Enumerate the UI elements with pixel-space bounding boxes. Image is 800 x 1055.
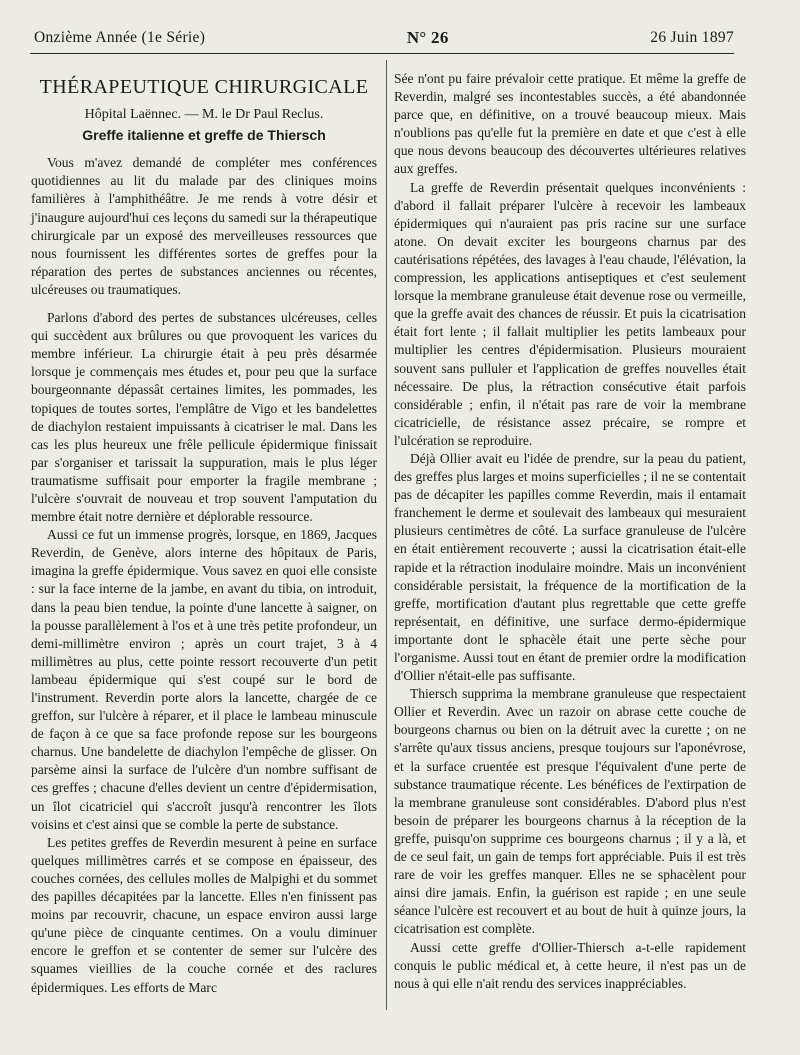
paragraph: La greffe de Reverdin présentait quelques inconvénients : d'abord il fallait préparer l'ulcère à recevoir les lambeaux épidermiques qui n'auraient pas pris racine sur une surface atone. On devait exciter les bourgeons charnus par des cautérisations répétées, des lavages à l'eau chaude, l'élévation, la compression, les applications antiseptiques et c'est seulement lorsque la membrane granuleuse était devenue rose ou vermeille, que la greffe avait des chances de réussir. Et puis la cicatrisation était fort lente ; il fallait multiplier les petits lambeaux pour multiplier les centres d'épidermisation. Plusieurs mouraient souvent sans pulluler et l'application de greffes nouvelles était nécessaire. De plus, la rétraction consécutive était parfois considérable ; enfin, il n'était pas rare de voir la membrane cicatricielle, de résistance assez précaire, se rompre et l'ulcération se reproduire.: [394, 179, 746, 448]
paragraph: Thiersch supprima la membrane granuleuse que respectaient Ollier et Reverdin. Avec un razoir on abrase cette couche de bourgeons charnus ou bien on la détruit avec la curette ; on ne s'arrête qu'aux tissus anciens, presque toujours sur l'aponévrose, et la surface cruentée est presque l'équivalent d'une perte de substance traumatique récente. Les bénéfices de l'extirpation de la membrane granuleuse sont considérables. D'abord plus n'est besoin de préparer les bourgeons charnus à la réception de la greffe, puisqu'on supprime ces bourgeons charnus ; il y a là, et de ce seul fait, un gain de temps fort appréciable. Puis il est très rare de voir les greffes manquer. Elles ne se sphacèlent pour ainsi dire jamais. Enfin, la guérison est rapide ; en une seule séance l'ulcère est recouvert et au bout de huit à quinze jours, la cicatrisation est complète.: [394, 686, 746, 937]
column-divider: [386, 60, 387, 1010]
right-column: [394, 70, 746, 993]
paragraph: Sée n'ont pu faire prévaloir cette pratique. Et même la greffe de Reverdin, malgré ses incontestables succès, a été abandonnée parce que, en définitive, on a trouvé beaucoup mieux. Mais n'oublions pas qu'elle fut la première en date et que c'est à elle que nous devons beaucoup des découvertes ultérieures relatives aux greffes.: [394, 71, 746, 177]
byline: Hôpital Laënnec. — M. le Dr Paul Reclus.: [84, 107, 324, 123]
header-rule: [30, 53, 734, 54]
issue-number: N° 26: [406, 28, 449, 47]
paragraph: Parlons d'abord des pertes de substances ulcéreuses, celles qui succèdent aux brûlures ou que provoquent les varices du membre inférieur. La chirurgie était à peu près désarmée lorsque je commençais mes études et, pour peu que la surface bourgeonnante dépassât certaines limites, les pommades, les topiques de toutes sortes, l'emplâtre de Vigo et les bandelettes de diachylon restaient impuissants à cicatriser le mal. Dans les cas les plus heureux une frêle pellicule épidermique finissait par s'organiser et tarissait la suppuration, mais le plus léger traumatisme suffisait pour emporter la fragile membrane ; l'ulcère s'ouvrait de nouveau et trop souvent l'amputation du membre était notre dernière et déplorable ressource.: [31, 310, 377, 525]
section-title: THÉRAPEUTIQUE CHIRURGICALE: [39, 76, 369, 98]
left-column: [31, 64, 377, 997]
page-header: [34, 26, 734, 50]
paragraph: Aussi ce fut un immense progrès, lorsque, en 1869, Jacques Reverdin, de Genève, alors interne des hôpitaux de Paris, imagina la greffe épidermique. Vous savez en quoi elle consiste : sur la face interne de la jambe, en avant du tibia, on introduit, dans la peau bien tendue, la pointe d'une lancette à saigner, on la pousse parallèlement à l'os et à une très petite profondeur, un demi-millimètre environ ; après un court trajet, 3 à 4 millimètres au plus, cette pointe ressort recouverte d'un petit lambeau épidermique qui s'est coupé sur le bord de l'instrument. Reverdin porte alors la lancette, chargée de ce greffon, sur l'ulcère à réparer, et il place le lambeau minuscule de façon à ce que sa face profonde repose sur les bourgeons charnus. Une bandelette de diachylon l'empêche de glisser. On parsème ainsi la surface de l'ulcère d'un nombre suffisant de ces greffes ; chacune d'elles devient un centre d'épidermisation, un îlot cicatriciel qui s'accroît jusqu'à rencontrer les îlots voisins et c'est ainsi que se comble la perte de substance.: [31, 527, 377, 832]
paragraph: Aussi cette greffe d'Ollier-Thiersch a-t-elle rapidement conquis le public médical et, à cette heure, il n'est pas un de nous à qui elle n'ait rendu des services inappréciables.: [394, 939, 746, 991]
paragraph: Déjà Ollier avait eu l'idée de prendre, sur la peau du patient, des greffes plus larges et moins superficielles ; il ne se contentait pas de décapiter les papilles comme Reverdin, mais il entamait franchement le derme et soulevait des lambeaux qui mesuraient plusieurs centimètres de côté. La surface granuleuse de l'ulcère en était entièrement recouverte ; aussi la cicatrisation était-elle rapide et la rétraction inodulaire moindre. Mais un inconvénient considérable persistait, la fréquence de la mortification de la greffe, mortification d'autant plus regrettable que cette greffe représentait, en définitive, une surface dermo-épidermique importante dont le sphacèle était une perte sèche pour l'organisme. Aussi tout en étant de premier ordre la modification d'Ollier n'était-elle pas suffisante.: [394, 450, 746, 684]
article-subtitle: Greffe italienne et greffe de Thiersch: [82, 127, 326, 144]
paragraph: Vous m'avez demandé de compléter mes conférences quotidiennes au lit du malade par des cliniques moins familières à l'amphithéâtre. Je me rends à votre désir et j'inaugure aujourd'hui ces leçons du samedi sur la thérapeutique chirurgicale par un exposé des merveilleuses ressources que nous fournissent les différentes sortes de greffes pour la réparation des pertes de substances anciennes ou récentes, ulcéreuses ou traumatiques.: [31, 155, 377, 297]
issue-date: 26 Juin 1897: [650, 29, 734, 46]
volume-series: Onzième Année (1e Série): [34, 29, 206, 46]
paragraph: Les petites greffes de Reverdin mesurent à peine en surface quelques millimètres carrés et se compose en épaisseur, des couches cornées, des cellules molles de Malpighi et du sommet des papilles décapitées par la lancette. Elles n'en finissent pas moins par recouvrir, chacune, un espace environ aussi large qu'une pièce de cinquante centimes. On a voulu diminuer encore le greffon et se contenter de semer sur l'ulcère des squames vieillies de la couche cornée et des raclures épidermiques. Les efforts de Marc: [31, 834, 377, 995]
